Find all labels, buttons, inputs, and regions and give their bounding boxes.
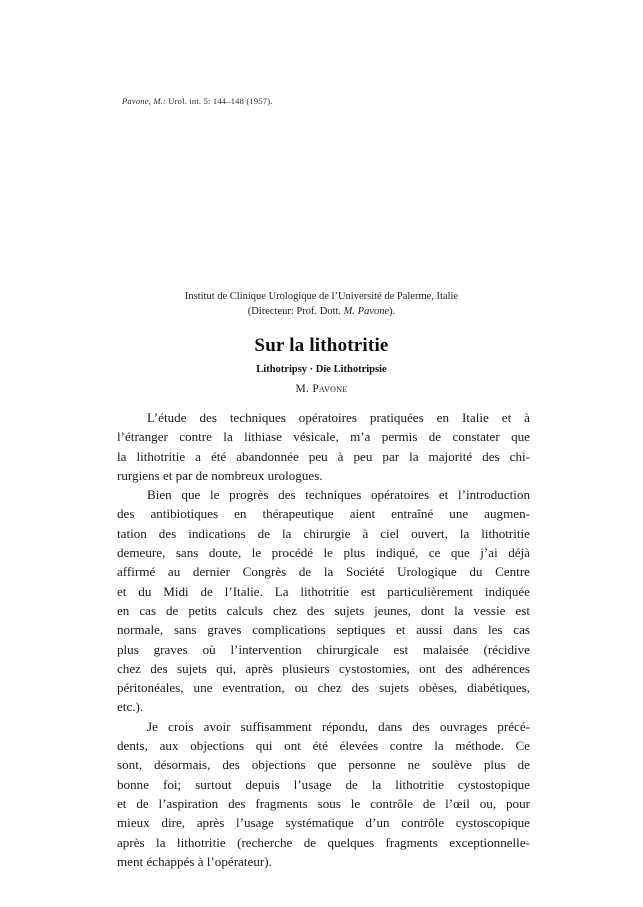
text-line: et de l’aspiration des fragments sous le contrôle de l’œil ou, pour <box>117 795 530 811</box>
citation-author: Pavone, M.: <box>122 96 166 106</box>
text-line: péritonéales, une eventration, ou chez des sujets obèses, diabétiques, <box>117 680 530 696</box>
citation <box>122 96 273 106</box>
text-line: l’étranger contre la lithiase vésicale, m’a permis de constater que <box>117 429 530 445</box>
text-line: dents, aux objections qui ont été élevées contre la méthode. Ce <box>117 738 530 754</box>
author-initial: M. <box>295 383 310 395</box>
text-line: demeure, sans doute, le procédé le plus indiqué, ce que j’ai déjà <box>117 545 530 561</box>
director-prefix: (Directeur: Prof. Dott. <box>247 306 342 317</box>
text-line: etc.). <box>117 699 144 715</box>
institute-line: Institut de Clinique Urologique de l’Université de Palerme, Italie <box>184 291 459 302</box>
article-title: Sur la lithotritie <box>254 335 389 356</box>
text-line: bonne foi; surtout depuis l’usage de la lithotritie cystostopique <box>117 776 530 792</box>
text-line: Je crois avoir suffisamment répondu, dans des ouvrages précé- <box>147 718 530 734</box>
director-name: M. Pavone <box>343 306 390 317</box>
text-line: des antibiotiques en thérapeutique aient entraîné une augmen- <box>117 506 530 522</box>
institute-affiliation <box>0 289 643 319</box>
director-suffix: ). <box>389 306 396 317</box>
text-line: plus graves où l’intervention chirurgicale est malaisée (récidive <box>117 641 530 657</box>
paragraph-2 <box>117 485 530 717</box>
director-line <box>0 304 643 319</box>
article-author <box>0 383 643 395</box>
text-line: mieux dire, après l’usage systématique d’un contrôle cystoscopique <box>117 815 530 831</box>
text-line: Bien que le progrès des techniques opératoires et l’introduction <box>147 487 530 503</box>
paragraph-3 <box>117 717 530 871</box>
paragraph-1 <box>117 408 530 485</box>
text-line: après la lithotritie (recherche de quelques fragments exceptionnelle- <box>117 834 530 850</box>
text-line: la lithotritie a été abandonnée peu à peu par la majorité des chi- <box>117 448 530 464</box>
article-body <box>117 408 530 871</box>
text-line: tation des indications de la chirurgie à ciel ouvert, la lithotritie <box>117 525 530 541</box>
text-line: sont, désormais, des objections que personne ne soulève plus de <box>117 757 530 773</box>
text-line: L’étude des techniques opératoires pratiquées en Italie et à <box>147 410 530 425</box>
author-surname: Pavone <box>312 383 348 395</box>
text-line: normale, sans graves complications septiques et aussi dans les cas <box>117 622 530 638</box>
text-line: et du Midi de l’Italie. La lithotritie est particulièrement indiquée <box>117 583 530 599</box>
text-line: rurgiens et par de nombreux urologues. <box>117 467 323 483</box>
article-subtitle: Lithotripsy · Die Lithotripsie <box>256 364 387 375</box>
text-line: en cas de petits calculs chez des sujets jeunes, dont la vessie est <box>117 602 530 618</box>
citation-journal: Urol. int. 5: 144–148 (1957). <box>168 96 273 106</box>
text-line: affirmé au dernier Congrès de la Société Urologique du Centre <box>117 564 530 580</box>
text-line: chez des sujets qui, après plusieurs cystostomies, ont des adhérences <box>117 660 530 676</box>
text-line: ment échappés à l’opérateur). <box>117 853 272 869</box>
